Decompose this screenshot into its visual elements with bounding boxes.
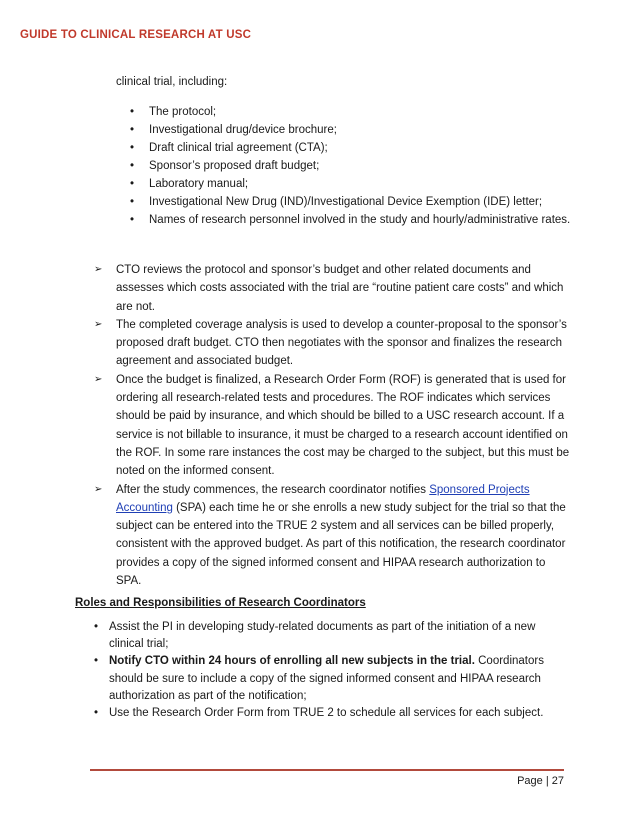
page-number: Page | 27: [517, 775, 564, 787]
list-item: • Investigational New Drug (IND)/Investigational Device Exemption (IDE) letter;: [116, 193, 579, 211]
step-spa-notification: ➢ After the study commences, the research coordinator notifies Sponsored Projects Accounting (SPA) each time he or she enrolls a new study subject for the trial so that the subject can be entered into the TRUE 2 system and all services can be billed properly, consistent with the approved budget. As part of this notification, the research coordinator provides a copy of the signed informed consent and HIPAA research authorization to SPA.: [82, 481, 572, 591]
list-item: • The protocol;: [116, 103, 579, 121]
lead-text: clinical trial, including:: [116, 76, 228, 88]
footer-rule: [90, 769, 564, 771]
running-header: GUIDE TO CLINICAL RESEARCH AT USC: [20, 29, 252, 41]
bullet-icon: •: [94, 707, 99, 720]
list-item: • Use the Research Order Form from TRUE 2 to schedule all services for each subject.: [82, 705, 562, 722]
bullet-icon: •: [94, 621, 99, 633]
trial-items-list: [116, 103, 579, 229]
bullet-icon: •: [130, 142, 135, 154]
step-cto-review: ➢ CTO reviews the protocol and sponsor’s budget and other related documents and assesses which costs associated with the trial are “routine patient care costs” and which are not.: [82, 261, 572, 316]
bullet-icon: •: [130, 178, 135, 190]
list-item: • Draft clinical trial agreement (CTA);: [116, 139, 579, 157]
bullet-icon: •: [130, 160, 135, 172]
section-heading: Roles and Responsibilities of Research Coordinators: [75, 597, 366, 609]
arrow-bullet-icon: ➢: [94, 483, 103, 495]
step-research-order-form: ➢ Once the budget is finalized, a Research Order Form (ROF) is generated that is used for ordering all research-related tests and procedures. The ROF indicates which services should be paid by insurance, and which should be billed to a USC research account. If a service is not billable to insurance, it must be charged to a research account identified on the ROF. In some rare instances the cost may be charged to the subject, but this must be noted on the informed consent.: [82, 371, 572, 481]
list-item: • Names of research personnel involved in the study and hourly/administrative rates.: [116, 211, 579, 229]
coordinator-responsibilities-list: [82, 619, 562, 722]
bullet-icon: •: [130, 124, 135, 136]
arrow-bullet-icon: ➢: [94, 264, 103, 275]
arrow-bullet-icon: ➢: [94, 318, 103, 330]
list-item: • Investigational drug/device brochure;: [116, 121, 579, 139]
bullet-icon: •: [130, 196, 135, 208]
arrow-bullet-icon: ➢: [94, 373, 103, 385]
bullet-icon: •: [94, 655, 99, 668]
list-item: • Notify CTO within 24 hours of enrolling all new subjects in the trial. Coordinators should be sure to include a copy of the signed informed consent and HIPAA research authorization as part of the notification;: [94, 655, 544, 702]
list-item: • Sponsor’s proposed draft budget;: [116, 157, 579, 175]
bullet-icon: •: [130, 106, 135, 118]
step-coverage-analysis: ➢ The completed coverage analysis is used to develop a counter-proposal to the sponsor’s proposed draft budget. CTO then negotiates with the sponsor and finalizes the research agreement and associated budget.: [82, 316, 572, 371]
sponsored-projects-accounting-link[interactable]: Sponsored Projects Accounting: [116, 483, 530, 514]
list-item: • Assist the PI in developing study-related documents as part of the initiation of a new clinical trial;: [94, 621, 536, 651]
process-steps-list: [82, 261, 572, 590]
bullet-icon: •: [130, 214, 135, 226]
list-item: • Laboratory manual;: [116, 175, 579, 193]
